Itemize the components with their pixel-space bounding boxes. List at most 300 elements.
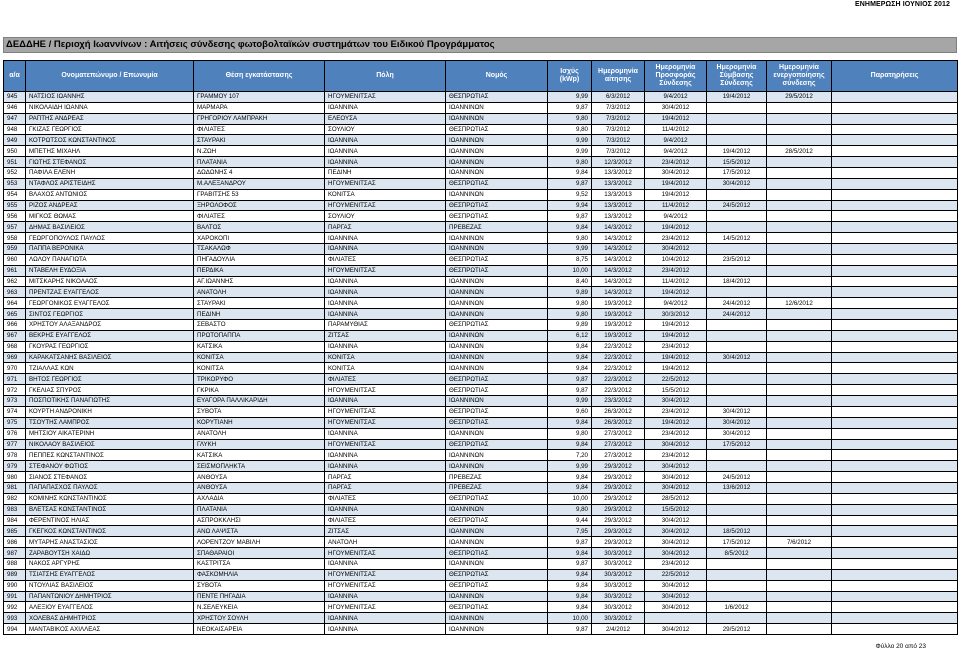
table-cell — [707, 124, 767, 135]
table-cell — [767, 189, 832, 200]
table-cell: 963 — [4, 287, 26, 298]
table-cell: 14/3/2012 — [592, 254, 645, 265]
table-cell: 24/4/2012 — [707, 309, 767, 320]
table-cell: 19/4/2012 — [645, 417, 707, 428]
table-cell: ΘΕΣΠΡΩΤΙΑΣ — [446, 548, 548, 559]
table-row — [4, 613, 958, 624]
table-cell: 946 — [4, 102, 26, 113]
table-cell: ΓΡΗΓΟΡΙΟΥ ΛΑΜΠΡΑΚΗ — [194, 113, 325, 124]
table-cell: ΚΑΡΑΚΑΤΣΑΝΗΣ ΒΑΣΙΛΕΙΟΣ — [26, 352, 194, 363]
table-cell: ΙΩΑΝΝΙΝΑ — [325, 613, 446, 624]
table-cell: ΓΚΕΓΚΟΣ ΚΩΝΣΤΑΝΤΙΝΟΣ — [26, 526, 194, 537]
table-cell: ΜΑΡΜΑΡΑ — [194, 102, 325, 113]
table-cell: 14/3/2012 — [592, 244, 645, 255]
table-cell: ΙΩΑΝΝΙΝΩΝ — [446, 428, 548, 439]
table-cell: 978 — [4, 450, 26, 461]
table-row — [4, 113, 958, 124]
table-cell: ΝΤΟΥΛΙΑΣ ΒΑΣΙΛΕΙΟΣ — [26, 580, 194, 591]
table-cell: ΝΕΟΚΑΙΣΑΡΕΙΑ — [194, 624, 325, 635]
table-cell: ΗΓΟΥΜΕΝΙΤΣΑΣ — [325, 200, 446, 211]
table-cell: ΡΙΖΟΣ ΑΝΔΡΕΑΣ — [26, 200, 194, 211]
table-cell: 955 — [4, 200, 26, 211]
table-cell — [767, 526, 832, 537]
table-cell — [767, 602, 832, 613]
table-cell — [707, 189, 767, 200]
table-cell: ΝΤΑΒΕΛΗ ΕΥΔΟΞΙΑ — [26, 265, 194, 276]
table-cell: 19/4/2012 — [645, 320, 707, 331]
table-cell: ΦΙΛΙΑΤΕΣ — [325, 374, 446, 385]
table-cell: 994 — [4, 624, 26, 635]
column-header: Παρατηρήσεις — [832, 61, 958, 92]
table-row — [4, 526, 958, 537]
table-cell: ΡΑΠΤΗΣ ΑΝΔΡΕΑΣ — [26, 113, 194, 124]
table-cell: ΙΩΑΝΝΙΝΩΝ — [446, 450, 548, 461]
table-cell: ΝΤΑΦΛΟΣ ΑΡΙΣΤΕΙΔΗΣ — [26, 178, 194, 189]
table-cell — [767, 330, 832, 341]
table-cell: ΣΟΥΛΙΟΥ — [325, 211, 446, 222]
table-row — [4, 548, 958, 559]
table-cell: 9,99 — [548, 244, 592, 255]
table-cell: 9,84 — [548, 548, 592, 559]
table-cell: ΖΙΤΣΑΣ — [325, 330, 446, 341]
column-header: Ισχύς (kWp) — [548, 61, 592, 92]
table-cell: 950 — [4, 146, 26, 157]
column-header: Ημερομηνία αίτησης — [592, 61, 645, 92]
table-cell: 9,87 — [548, 537, 592, 548]
table-cell: 28/5/2012 — [767, 146, 832, 157]
table-cell: ΙΩΑΝΝΙΝΩΝ — [446, 287, 548, 298]
table-cell: 9,84 — [548, 417, 592, 428]
table-cell — [832, 298, 958, 309]
table-cell — [707, 265, 767, 276]
table-cell — [832, 309, 958, 320]
table-cell: ΠΛΑΤΑΝΙΑ — [194, 157, 325, 168]
table-cell: ΘΕΣΠΡΩΤΙΑΣ — [446, 385, 548, 396]
table-cell: 9/4/2012 — [645, 135, 707, 146]
table-cell: ΑΝΩ ΛΑΨΙΣΤΑ — [194, 526, 325, 537]
table-cell: 14/3/2012 — [592, 222, 645, 233]
table-cell: ΙΩΑΝΝΙΝΩΝ — [446, 146, 548, 157]
table-cell: 29/3/2012 — [592, 515, 645, 526]
table-cell: 992 — [4, 602, 26, 613]
table-cell: ΒΑΛΤΟΣ — [194, 222, 325, 233]
table-cell: ΙΩΑΝΝΙΝΑ — [325, 396, 446, 407]
table-cell: ΣΥΒΟΤΑ — [194, 406, 325, 417]
table-cell: 12/6/2012 — [767, 298, 832, 309]
table-cell — [767, 461, 832, 472]
table-cell: 24/4/2012 — [707, 298, 767, 309]
table-cell — [767, 113, 832, 124]
table-cell: ΑΧΛΑΔΙΑ — [194, 493, 325, 504]
table-cell: ΗΓΟΥΜΕΝΙΤΣΑΣ — [325, 92, 446, 103]
table-cell: ΚΟΝΙΤΣΑ — [325, 189, 446, 200]
table-cell: ΘΕΣΠΡΩΤΙΑΣ — [446, 92, 548, 103]
table-cell — [832, 157, 958, 168]
table-cell: 9,89 — [548, 320, 592, 331]
table-cell — [707, 320, 767, 331]
table-cell — [832, 178, 958, 189]
table-cell — [767, 439, 832, 450]
table-cell: ΑΛΕΞΙΟΥ ΕΥΑΓΓΕΛΟΣ — [26, 602, 194, 613]
table-cell: ΦΙΛΙΑΤΕΣ — [194, 211, 325, 222]
table-cell: ΑΣΠΡΟΚΚΛΗΣΙ — [194, 515, 325, 526]
table-cell — [767, 200, 832, 211]
table-cell: ΒΕΚΡΗΣ ΕΥΑΓΓΕΛΟΣ — [26, 330, 194, 341]
table-cell — [832, 102, 958, 113]
table-cell — [767, 254, 832, 265]
table-cell: 27/3/2012 — [592, 450, 645, 461]
table-cell: 14/3/2012 — [592, 233, 645, 244]
table-cell: 19/3/2012 — [592, 320, 645, 331]
table-cell: 10,00 — [548, 493, 592, 504]
table-cell: ΙΩΑΝΝΙΝΩΝ — [446, 363, 548, 374]
table-cell — [707, 396, 767, 407]
table-row — [4, 396, 958, 407]
table-cell: 23/4/2012 — [645, 406, 707, 417]
table-cell: 986 — [4, 537, 26, 548]
table-cell: ΚΟΤΡΩΤΣΟΣ ΚΩΝΣΤΑΝΤΙΝΟΣ — [26, 135, 194, 146]
table-cell: 17/5/2012 — [707, 537, 767, 548]
table-cell: ΔΩΔΩΝΗΣ 4 — [194, 168, 325, 179]
table-cell: 9,84 — [548, 580, 592, 591]
table-cell: ΘΕΣΠΡΩΤΙΑΣ — [446, 374, 548, 385]
table-cell — [645, 613, 707, 624]
table-cell: 24/5/2012 — [707, 472, 767, 483]
table-cell — [707, 580, 767, 591]
table-row — [4, 417, 958, 428]
table-cell: 30/4/2012 — [645, 580, 707, 591]
table-cell: ΚΟΥΡΤΗ ΑΝΔΡΟΝΙΚΗ — [26, 406, 194, 417]
table-cell: 9,80 — [548, 113, 592, 124]
table-cell: ΠΡΕΒΕΖΑΣ — [446, 222, 548, 233]
table-cell: 983 — [4, 504, 26, 515]
table-cell: ΣΥΒΟΤΑ — [194, 580, 325, 591]
table-cell — [767, 472, 832, 483]
table-cell — [832, 244, 958, 255]
table-cell: 9,80 — [548, 504, 592, 515]
table-cell: ΒΛΕΤΣΑΣ ΚΩΝΣΤΑΝΤΙΝΟΣ — [26, 504, 194, 515]
table-cell: 1/6/2012 — [707, 602, 767, 613]
table-row — [4, 493, 958, 504]
table-cell: 19/4/2012 — [645, 330, 707, 341]
table-cell: ΙΩΑΝΝΙΝΑ — [325, 558, 446, 569]
table-cell: 13/3/2012 — [592, 200, 645, 211]
table-cell — [707, 287, 767, 298]
table-cell: 26/3/2012 — [592, 406, 645, 417]
table-cell — [832, 624, 958, 635]
table-cell: ΣΕΙΣΜΟΠΛΗΚΤΑ — [194, 461, 325, 472]
table-cell: 7/3/2012 — [592, 135, 645, 146]
table-cell — [832, 352, 958, 363]
table-row — [4, 178, 958, 189]
table-cell — [707, 493, 767, 504]
table-cell: ΤΣΙΑΤΣΗΣ ΕΥΑΓΓΕΛΟΣ — [26, 569, 194, 580]
table-cell: ΠΗΓΑΔΟΥΛΙΑ — [194, 254, 325, 265]
table-row — [4, 222, 958, 233]
table-cell — [767, 265, 832, 276]
column-header: α/α — [4, 61, 26, 92]
table-cell: 14/3/2012 — [592, 287, 645, 298]
table-cell: ΙΩΑΝΝΙΝΑ — [325, 146, 446, 157]
table-cell: ΣΙΝΤΟΣ ΓΕΩΡΓΙΟΣ — [26, 309, 194, 320]
table-row — [4, 330, 958, 341]
table-cell: 19/4/2012 — [645, 352, 707, 363]
table-cell: ΦΕΡΕΝΤΙΝΟΣ ΗΛΙΑΣ — [26, 515, 194, 526]
table-cell: ΕΥΑΓΟΡΑ ΠΑΛΛΙΚΑΡΙΔΗ — [194, 396, 325, 407]
table-cell — [767, 515, 832, 526]
table-cell — [832, 363, 958, 374]
table-cell: ΙΩΑΝΝΙΝΩΝ — [446, 244, 548, 255]
table-cell: ΠΑΡΑΜΥΘΙΑΣ — [325, 320, 446, 331]
table-cell: 9,84 — [548, 482, 592, 493]
table-cell: ΠΕΡΔΙΚΑ — [194, 265, 325, 276]
table-cell: 7/6/2012 — [767, 537, 832, 548]
table-cell: 9,84 — [548, 591, 592, 602]
table-cell: 13/6/2012 — [707, 482, 767, 493]
table-row — [4, 146, 958, 157]
table-cell: 988 — [4, 558, 26, 569]
table-cell: 982 — [4, 493, 26, 504]
table-cell: 29/3/2012 — [592, 526, 645, 537]
table-cell: 14/3/2012 — [592, 276, 645, 287]
table-cell: 27/3/2012 — [592, 428, 645, 439]
table-cell: 945 — [4, 92, 26, 103]
table-cell — [767, 374, 832, 385]
table-cell — [707, 330, 767, 341]
table-cell: 7,95 — [548, 526, 592, 537]
table-cell: ΣΙΑΝΟΣ ΣΤΕΦΑΝΟΣ — [26, 472, 194, 483]
table-cell: ΙΩΑΝΝΙΝΩΝ — [446, 135, 548, 146]
table-cell: ΧΟΛΕΒΑΣ ΔΗΜΗΤΡΙΟΣ — [26, 613, 194, 624]
table-cell: ΘΕΣΠΡΩΤΙΑΣ — [446, 569, 548, 580]
table-cell: 30/4/2012 — [645, 537, 707, 548]
table-cell: 9,87 — [548, 558, 592, 569]
table-cell: 18/5/2012 — [707, 526, 767, 537]
table-cell: 14/3/2012 — [592, 265, 645, 276]
table-cell: 9,99 — [548, 146, 592, 157]
table-cell: 9,89 — [548, 287, 592, 298]
table-cell: ΚΑΤΣΙΚΑ — [194, 341, 325, 352]
table-cell: ΙΩΑΝΝΙΝΩΝ — [446, 526, 548, 537]
table-cell: ΝΑΚΟΣ ΑΡΓΥΡΗΣ — [26, 558, 194, 569]
table-cell — [832, 482, 958, 493]
table-cell: 30/4/2012 — [707, 428, 767, 439]
table-cell: 23/5/2012 — [707, 254, 767, 265]
table-cell: 7/3/2012 — [592, 124, 645, 135]
table-cell: ΦΙΛΙΑΤΕΣ — [325, 515, 446, 526]
table-cell: 959 — [4, 244, 26, 255]
table-cell: 987 — [4, 548, 26, 559]
table-cell: 961 — [4, 265, 26, 276]
table-cell: 30/4/2012 — [645, 396, 707, 407]
table-cell: 30/3/2012 — [592, 569, 645, 580]
table-cell: 29/3/2012 — [592, 504, 645, 515]
table-row — [4, 265, 958, 276]
table-cell: ΙΩΑΝΝΙΝΩΝ — [446, 341, 548, 352]
table-cell: ΚΟΜΙΝΗΣ ΚΩΝΣΤΑΝΤΙΝΟΣ — [26, 493, 194, 504]
table-cell: ΙΩΑΝΝΙΝΩΝ — [446, 591, 548, 602]
table-cell: 30/4/2012 — [645, 548, 707, 559]
table-cell: 954 — [4, 189, 26, 200]
table-cell: 30/4/2012 — [645, 102, 707, 113]
table-cell: ΠΑΠΑΝΤΩΝΙΟΥ ΔΗΜΗΤΡΙΟΣ — [26, 591, 194, 602]
table-cell: 952 — [4, 168, 26, 179]
table-cell — [767, 320, 832, 331]
table-cell: 23/3/2012 — [592, 396, 645, 407]
table-cell: ΧΑΡΟΚΟΠΙ — [194, 233, 325, 244]
table-cell: ΠΑΡΓΑΣ — [325, 472, 446, 483]
table-cell: 6,12 — [548, 330, 592, 341]
table-cell — [832, 135, 958, 146]
table-cell — [707, 222, 767, 233]
table-cell: ΚΟΝΙΤΣΑ — [194, 352, 325, 363]
table-row — [4, 602, 958, 613]
table-cell: Ν.ΖΩΗ — [194, 146, 325, 157]
table-cell: 969 — [4, 352, 26, 363]
table-cell: ΑΝΑΤΟΛΗ — [194, 428, 325, 439]
table-cell — [707, 102, 767, 113]
table-cell: ΘΕΣΠΡΩΤΙΑΣ — [446, 178, 548, 189]
table-cell: ΙΩΑΝΝΙΝΩΝ — [446, 624, 548, 635]
table-cell: 30/3/2012 — [592, 558, 645, 569]
table-cell: ΗΓΟΥΜΕΝΙΤΣΑΣ — [325, 385, 446, 396]
table-cell: ΘΕΣΠΡΩΤΙΑΣ — [446, 580, 548, 591]
update-label: ΕΝΗΜΕΡΩΣΗ ΙΟΥΝΙΟΣ 2012 — [855, 1, 950, 8]
table-cell — [707, 515, 767, 526]
table-cell: 9,99 — [548, 135, 592, 146]
table-row — [4, 320, 958, 331]
column-header: Πόλη — [325, 61, 446, 92]
table-cell: 8/5/2012 — [707, 548, 767, 559]
table-cell: 15/5/2012 — [645, 504, 707, 515]
table-cell: ΓΙΩΤΗΣ ΣΤΕΦΑΝΟΣ — [26, 157, 194, 168]
table-cell: 22/3/2012 — [592, 341, 645, 352]
table-cell: ΘΕΣΠΡΩΤΙΑΣ — [446, 265, 548, 276]
table-cell — [832, 374, 958, 385]
table-cell: 30/4/2012 — [645, 591, 707, 602]
table-cell — [767, 276, 832, 287]
table-cell: 7/3/2012 — [592, 102, 645, 113]
table-cell: 29/3/2012 — [592, 461, 645, 472]
table-cell: 972 — [4, 385, 26, 396]
table-cell — [832, 341, 958, 352]
table-cell: ΙΩΑΝΝΙΝΩΝ — [446, 352, 548, 363]
table-cell: ΣΠΑΘΑΡΑΙΟΙ — [194, 548, 325, 559]
table-cell: ΛΟΡΕΝΤΖΟΥ ΜΑΒΙΛΗ — [194, 537, 325, 548]
table-cell: ΠΡΕΝΤΖΑΣ ΕΥΑΓΓΕΛΟΣ — [26, 287, 194, 298]
table-cell: 981 — [4, 482, 26, 493]
table-cell: 971 — [4, 374, 26, 385]
table-cell — [767, 341, 832, 352]
table-cell — [767, 428, 832, 439]
table-cell: ΚΟΝΙΤΣΑ — [325, 363, 446, 374]
table-cell: 30/4/2012 — [707, 417, 767, 428]
table-cell: ΙΩΑΝΝΙΝΩΝ — [446, 168, 548, 179]
table-cell — [832, 504, 958, 515]
table-cell: 9/4/2012 — [645, 146, 707, 157]
table-cell: 30/4/2012 — [707, 178, 767, 189]
table-cell: 10/4/2012 — [645, 254, 707, 265]
table-cell: ΙΩΑΝΝΙΝΩΝ — [446, 613, 548, 624]
table-cell: ΘΕΣΠΡΩΤΙΑΣ — [446, 515, 548, 526]
table-cell: 19/3/2012 — [592, 309, 645, 320]
table-row — [4, 428, 958, 439]
table-row — [4, 406, 958, 417]
table-cell: 19/4/2012 — [707, 146, 767, 157]
table-cell: ΙΩΑΝΝΙΝΑ — [325, 450, 446, 461]
table-cell — [707, 135, 767, 146]
table-row — [4, 352, 958, 363]
table-row — [4, 515, 958, 526]
table-cell: 966 — [4, 320, 26, 331]
table-cell: 9,84 — [548, 352, 592, 363]
table-cell — [832, 124, 958, 135]
table-cell — [832, 265, 958, 276]
table-cell — [707, 569, 767, 580]
table-cell — [832, 526, 958, 537]
table-cell: 991 — [4, 591, 26, 602]
table-cell: 957 — [4, 222, 26, 233]
table-cell: ΗΓΟΥΜΕΝΙΤΣΑΣ — [325, 580, 446, 591]
table-cell: ΑΝΘΟΥΣΑ — [194, 472, 325, 483]
table-cell: 23/4/2012 — [645, 265, 707, 276]
table-cell: ΠΕΔΙΝΗ — [325, 168, 446, 179]
table-cell: ΝΑΤΣΙΟΣ ΙΩΑΝΝΗΣ — [26, 92, 194, 103]
table-cell: 948 — [4, 124, 26, 135]
table-cell — [832, 200, 958, 211]
table-cell: 23/4/2012 — [645, 233, 707, 244]
table-cell: 9,84 — [548, 222, 592, 233]
table-cell: 30/4/2012 — [707, 352, 767, 363]
table-row — [4, 537, 958, 548]
column-header: Ονοματεπώνυμο / Επωνυμία — [26, 61, 194, 92]
table-cell: 973 — [4, 396, 26, 407]
table-cell: 12/3/2012 — [592, 157, 645, 168]
table-cell: 30/4/2012 — [645, 602, 707, 613]
table-cell: ΘΕΣΠΡΩΤΙΑΣ — [446, 320, 548, 331]
table-row — [4, 504, 958, 515]
table-cell: ΙΩΑΝΝΙΝΑ — [325, 504, 446, 515]
table-cell — [832, 493, 958, 504]
table-cell: 30/4/2012 — [645, 472, 707, 483]
table-cell — [767, 406, 832, 417]
table-cell: 30/4/2012 — [707, 406, 767, 417]
table-row — [4, 439, 958, 450]
column-header: Νομός — [446, 61, 548, 92]
table-cell — [832, 168, 958, 179]
table-cell — [832, 602, 958, 613]
table-row — [4, 189, 958, 200]
table-cell: 30/4/2012 — [645, 461, 707, 472]
table-cell: 956 — [4, 211, 26, 222]
table-cell: ΘΕΣΠΡΩΤΙΑΣ — [446, 602, 548, 613]
table-cell: ΙΩΑΝΝΙΝΑ — [325, 157, 446, 168]
table-cell: ΘΕΣΠΡΩΤΙΑΣ — [446, 417, 548, 428]
table-cell: ΙΩΑΝΝΙΝΩΝ — [446, 537, 548, 548]
table-row — [4, 244, 958, 255]
table-cell: ΙΩΑΝΝΙΝΑ — [325, 298, 446, 309]
table-cell — [767, 396, 832, 407]
table-cell: 19/4/2012 — [645, 222, 707, 233]
table-cell: ΘΕΣΠΡΩΤΙΑΣ — [446, 406, 548, 417]
table-cell: ΗΓΟΥΜΕΝΙΤΣΑΣ — [325, 548, 446, 559]
table-cell: ΣΕΒΑΣΤΟ — [194, 320, 325, 331]
table-cell: ΗΓΟΥΜΕΝΙΤΣΑΣ — [325, 265, 446, 276]
table-cell: 30/3/2012 — [592, 580, 645, 591]
table-cell: 9/4/2012 — [645, 211, 707, 222]
table-cell: ΠΑΠΠΑ ΒΕΡΟΝΙΚΑ — [26, 244, 194, 255]
table-row — [4, 92, 958, 103]
